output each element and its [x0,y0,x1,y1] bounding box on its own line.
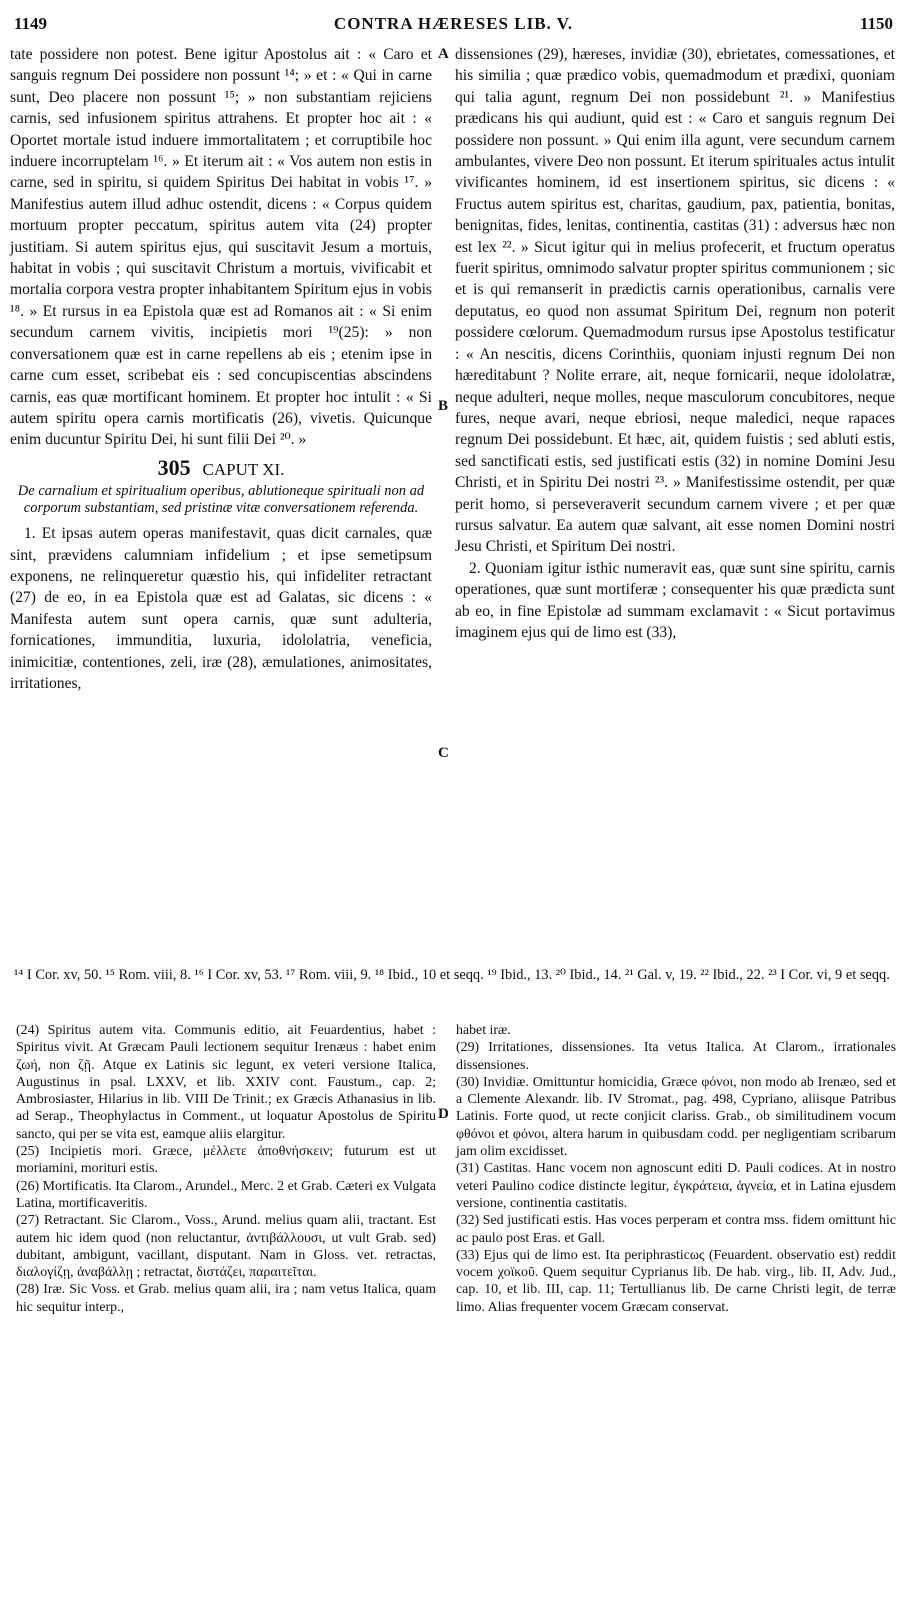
right-paragraph: dissensiones (29), hæreses, invidiæ (30), ebrietates, comessationes, et his similia ; quæ prædico vobis, quemadmodum et prædixi, quoniam qui talia agunt, regnum Dei non possidebunt ²¹. » Manifestius prædicans his qui audiunt, quid est : « Caro et sanguis regnum Dei possidere non possunt. » Qui enim illa agunt, vere secundum carnem ambulantes, vivere Deo non possunt. Et iterum spirituales actus intulit vivificantes hominem, id est insertionem spiritus, sic dicens : « Fructus autem spiritus est, charitas, gaudium, pax, patientia, bonitas, benignitas, fides, lenitas, continentia, castitas (31) : adversus hæc non est lex ²². » Sicut igitur qui in melius profecerit, et fructum operatus fuerit spiritus, omnimodo salvatur propter spiritus communionem ; sic et is qui remanserit in prædictis carnis operationibus, carnalis vere deputatus, eo quod non assumat Spiritum Dei, regnum non poterit possidere cœlorum. Quemadmodum rursus ipse Apostolus testificatur : « An nescitis, dicens Corinthiis, quoniam injusti regnum Dei non hæreditabunt ? Nolite errare, ait, neque fornicarii, neque idololatræ, neque adulteri, neque molles, neque masculorum concubitores, neque fures, neque avari, neque ebriosi, neque maledici, neque rapaces regnum Dei possidebunt. Et hæc, ait, quidem fuistis ; sed abluti estis, sed sanctificati estis, sed justificati estis (32) in nomine Domini Jesu Christi, et in Spiritu Dei nostri ²³. » Manifestissime ostendit, per quæ perit homo, si perseveraverit secundum carnem vivere ; et per quæ rursus salvatur. Ea autem quæ salvant, ait esse nomen Domini nostri Jesu Christi, et Spiritum Dei nostri. [455,46,895,556]
margin-letter-b: B [438,398,449,414]
footnote: (30) Invidiæ. Omittuntur homicidia, Græce φόνοι, non modo ab Irenæo, sed et a Clemente Alexandr. lib. IV Stromat., pag. 498, Cypriano, aliisque Patribus Latinis. Forte quod, ut recte conjicit clariss. Grab., ob similitudinem vocum φθόνοι et φόνοι, altera harum in quibusdam codd. per negligentiam scribarum jam olim excidisset. [456,1074,896,1160]
footnote: (32) Sed justificati estis. Has voces perperam et contra mss. fidem omittunt hic ac paulo post Eras. et Gall. [456,1213,896,1246]
chapter-subtitle: De carnalium et spiritualium operibus, ablutioneque spirituali non ad corporum substantiam, sed pristinæ vitæ conversationem referenda. [17,483,425,517]
margin-letter-d: D [438,1106,449,1122]
chapter-heading [10,454,432,481]
footnote: (24) Spiritus autem vita. Communis editio, ait Feuardentius, habet : Spiritus vivit. At Græcam Pauli lectionem sequitur Irenæus : habet enim ζωή, non ζῇ. Atque ex Latinis sic legunt, ex veteri versione Italica, Augustinus in psal. LXXV, et lib. XXIV cont. Faustum., cap. 2; Ambrosiaster, Hilarius in lib. VIII De Trinit.; ex Græcis Athanasius in lib. ad Serap., Theophylactus in Comment., ut loquatur Apostolus de Spiritu sancto, qui per se vita est, eamque aliis elargitur. [16,1023,436,1142]
footnote: (27) Retractant. Sic Clarom., Voss., Arund. melius quam alii, tractant. Est autem hic idem quod (non reluctantur, ἀντιβάλλουσι, ut vult Grab. sed) dubitant, ambigunt, vacillant, disputant. Nam in Gloss. vet. retractas, διαλογίζῃ, ἀναβάλλῃ ; retractat, διστάζει, παραιτεῖται. [16,1213,436,1281]
page-number-right: 1150 [859,14,893,33]
margin-letter-c: C [438,745,449,761]
left-column [10,44,432,694]
footnote: habet iræ. [456,1023,511,1038]
chapter-title: CAPUT XI. [202,459,285,479]
footnote: (29) Irritationes, dissensiones. Ita vetus Italica. At Clarom., irrationales dissensiones. [456,1040,896,1073]
right-paragraph: 2. Quoniam igitur isthic numeravit eas, quæ sunt sine spiritu, carnis operationes, quæ sunt mortiferæ ; consequenter his quæ prædicta sunt ab eo, in fine Epistolæ ad summam exclamavit : « Sicut portavimus imaginem ejus qui de limo est (33), [455,559,895,641]
page-number-left: 1149 [14,14,48,33]
scripture-references: ¹⁴ I Cor. xv, 50. ¹⁵ Rom. viii, 8. ¹⁶ I Cor. xv, 53. ¹⁷ Rom. viii, 9. ¹⁸ Ibid., 10 et seqq. ¹⁹ Ibid., 13. ²⁰ Ibid., 14. ²¹ Gal. v, 19. ²² Ibid., 22. ²³ I Cor. vi, 9 et seqq. [14,967,890,983]
chapter-column-number: 305 [157,454,191,480]
left-paragraph-after: 1. Et ipsas autem operas manifestavit, quas dicit carnales, quæ sint, prævidens calumniam infidelium ; et ipse semetipsum exponens, ne relinqueretur quæstio his, qui infideliter retractant (27) de eo, in ea Epistola quæ est ad Galatas, sic dicens : « Manifesta autem sunt opera carnis, quæ sunt adulteria, fornicationes, immunditia, luxuria, idololatria, veneficia, inimicitiæ, contentiones, zeli, iræ (28), æmulationes, animositates, irritationes, [10,525,432,692]
margin-letter-a: A [438,46,449,62]
left-paragraph: tate possidere non potest. Bene igitur Apostolus ait : « Caro et sanguis regnum Dei possidere non possunt ¹⁴; » et : « Qui in carne sunt, Deo placere non possunt ¹⁵; » non substantiam rejiciens carnis, sed infusionem spiritus attrahens. Et propter hoc ait : « Oportet mortale istud induere immortalitatem ; et corruptibile hoc induere incorruptelam ¹⁶. » Et iterum ait : « Vos autem non estis in carne, sed in spiritu, si quidem Spiritus Dei habitat in vobis ¹⁷. » Manifestius autem illud adhuc ostendit, dicens : « Corpus quidem mortuum propter peccatum, spiritus autem vita (24) propter justitiam. Si autem spiritus ejus, qui suscitavit Jesum a mortuis, habitat in vobis ; qui suscitavit Christum a mortuis, vivificabit et mortalia corpora vestra propter inhabitantem Spiritum ejus in vobis ¹⁸. » Et rursus in ea Epistola quæ est ad Romanos ait : « Si enim secundum carnem vivitis, incipietis mori ¹⁹(25): » non conversationem quæ est in carne repellens ab eis ; etenim ipse in carne cum esset, scribebat eis : sed concupiscentias abscindens carnis, eas quæ mortificant hominem. Et propter hoc intulit : « Si autem spiritu opera carnis mortificatis (26), vivetis. Quicunque enim ducuntur Spiritu Dei, hi sunt filii Dei ²⁰. » [10,46,432,449]
footnote: (26) Mortificatis. Ita Clarom., Arundel., Merc. 2 et Grab. Cæteri ex Vulgata Latina, mortificaveritis. [16,1178,436,1211]
footnote: (25) Incipietis mori. Græce, μέλλετε ἀποθνήσκειν; futurum est ut moriamini, morituri estis. [16,1144,436,1177]
page-header [14,14,893,40]
footnote: (31) Castitas. Hanc vocem non agnoscunt editi D. Pauli codices. At in nostro veteri Paulino codice distincte legitur, ἐγκράτεια, ἁγνεία, et in Latina ejusdem versione, continentia castitatis. [456,1161,896,1211]
footnote: (28) Iræ. Sic Voss. et Grab. melius quam alii, ira ; nam vetus Italica, quam hic sequitur interp., [16,1282,436,1315]
right-column [455,44,895,643]
footnotes-left [16,1022,436,1316]
footnote: (33) Ejus qui de limo est. Ita periphrasticως (Feuardent. observatio est) reddit vocem χοϊκοῦ. Quem sequitur Cyprianus lib. De hab. virg., lib. II, Adv. Jud., cap. 10, et lib. III, cap. 11; Tertullianus lib. De carne Christi legit, de terræ limo. Alias frequenter vocem Græcam conservat. [456,1247,896,1315]
footnotes-right [456,1022,896,1316]
running-title: CONTRA HÆRESES LIB. V. [333,14,574,33]
